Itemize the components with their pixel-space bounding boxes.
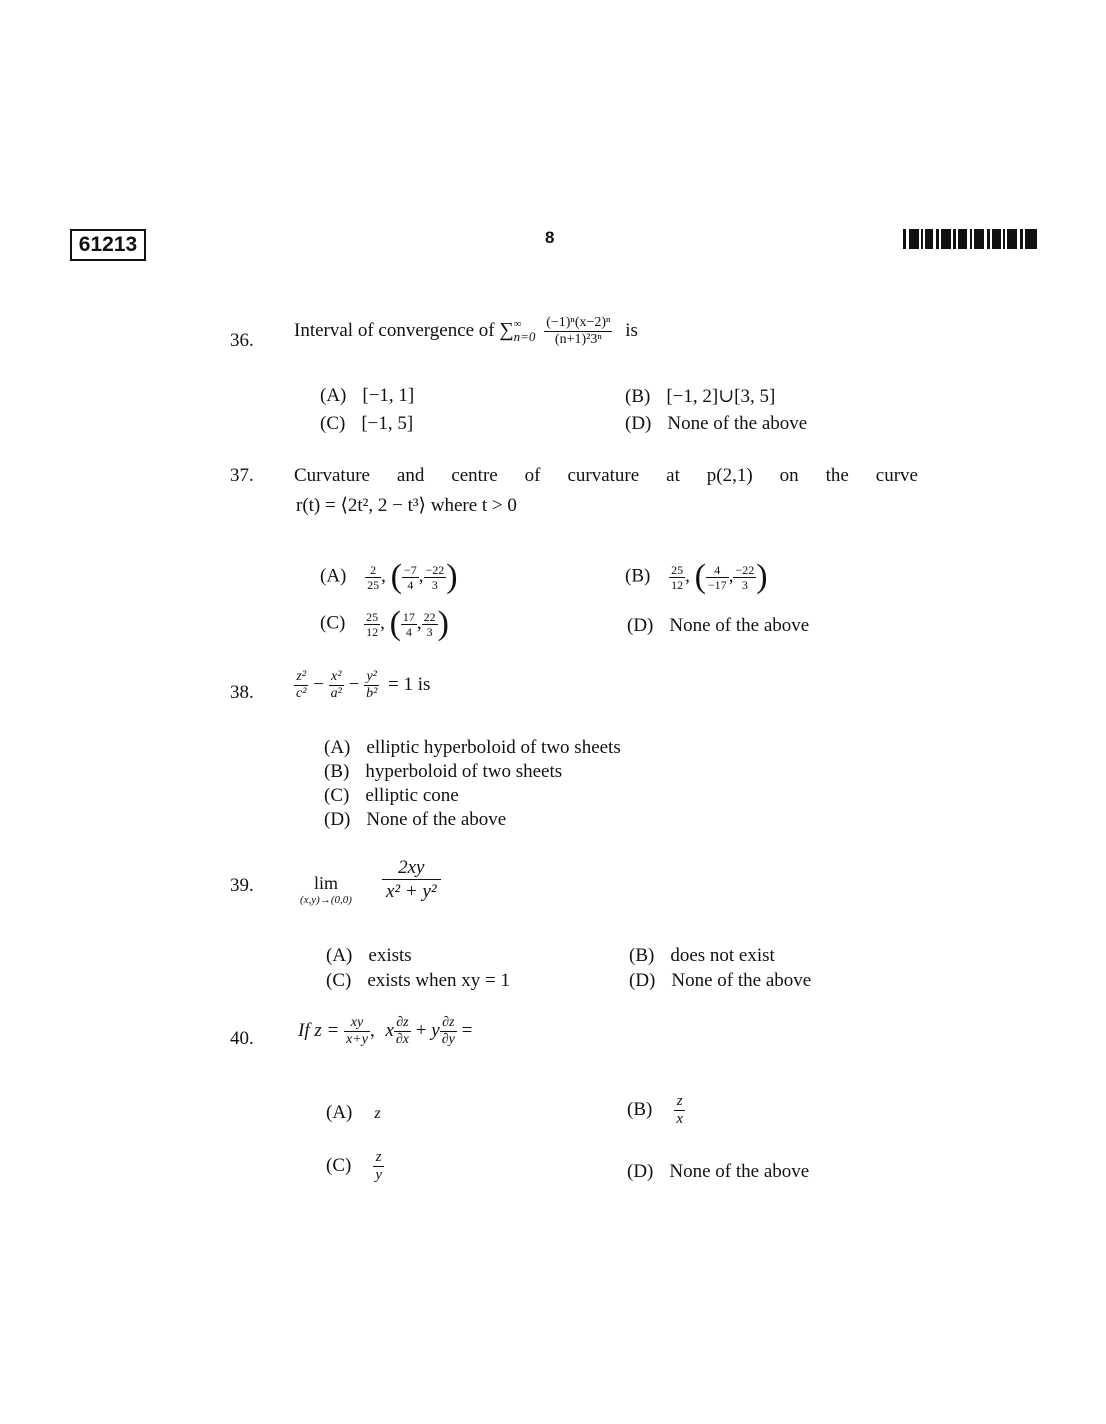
option-label: (A) <box>320 385 347 406</box>
q36-option-b <box>625 385 775 408</box>
q36-fraction-den: (n+1)²3ⁿ <box>554 332 602 347</box>
option-label: (A) <box>324 737 351 758</box>
page-number: 8 <box>545 228 555 247</box>
option-text: None of the above <box>669 1161 810 1182</box>
centre-y-fraction: $\frac{-22}{3}$ <box>735 562 755 592</box>
sum-lower: n=0 <box>513 329 536 345</box>
question-37-line-2: r(t) = ⟨2t², 2 − t³⟩ where t > 0 <box>296 495 517 516</box>
option-text: z <box>374 1105 381 1122</box>
q36-fraction-num: (−1)ⁿ(x−2)ⁿ <box>546 315 611 330</box>
q38-option-a <box>324 737 621 759</box>
lim-subscript: (x,y)→(0,0) <box>300 894 352 906</box>
q38-term-1: $\frac{\text{z²}}{\text{c²}}$ <box>296 669 307 701</box>
q36-text-after: is <box>625 319 638 341</box>
dz-dx-fraction: $\frac{\partial z}{\partial x}$ <box>395 1015 410 1047</box>
centre-x-fraction: $\frac{4}{-17}$ <box>707 562 727 592</box>
option-label: (C) <box>326 1154 352 1176</box>
paper-code: 61213 <box>70 229 146 261</box>
q36-fraction <box>544 316 612 347</box>
option-label: (A) <box>326 945 353 966</box>
q40-option-c <box>326 1150 384 1183</box>
q36-text-before: Interval of convergence of <box>294 319 495 341</box>
q40-if: If z = <box>298 1019 340 1041</box>
q40-option-d <box>627 1161 809 1183</box>
q36-option-c <box>320 413 413 435</box>
option-text: elliptic hyperboloid of two sheets <box>366 737 621 758</box>
option-label: (C) <box>320 413 346 434</box>
question-39-number: 39. <box>230 875 254 896</box>
centre-y-fraction: $\frac{-22}{3}$ <box>425 562 445 592</box>
curvature-fraction: $\frac{2}{25}$ <box>367 562 380 592</box>
q36-sum <box>499 319 535 344</box>
option-label: (D) <box>625 413 652 434</box>
option-label: (C) <box>324 785 350 806</box>
option-label: (A) <box>320 565 347 587</box>
option-label: (C) <box>326 970 352 991</box>
question-38-number: 38. <box>230 682 254 703</box>
q40-option-a <box>326 1102 381 1124</box>
q38-tail: = 1 is <box>388 673 431 695</box>
option-label: (B) <box>627 1098 653 1120</box>
lim-word: lim <box>313 873 338 893</box>
option-label: (D) <box>627 1161 654 1182</box>
curvature-fraction: $\frac{25}{12}$ <box>366 609 379 639</box>
q37-option-b: (B) $\frac{25}{12}$ , ( $\frac{4}{-17}$ , $\frac{-22}{3}$ ) <box>625 558 768 595</box>
option-label: (A) <box>326 1102 353 1123</box>
option-text: [−1, 5] <box>361 413 414 434</box>
q40-option-b <box>627 1094 685 1127</box>
sum-upper: ∞ <box>513 317 522 330</box>
option-text: does not exist <box>670 945 775 966</box>
curvature-fraction: $\frac{25}{12}$ <box>671 562 684 592</box>
question-40-equation: If z = $\frac{xy}{x+y}$ , x $\frac{\partial z}{\partial x}$ + y $\frac{\partial z}{\partial y}$ = <box>298 1015 473 1047</box>
option-text: exists <box>368 945 412 966</box>
barcode-image <box>903 229 1037 249</box>
option-text: None of the above <box>671 970 812 991</box>
q36-option-a <box>320 385 414 407</box>
q37-option-c: (C) $\frac{25}{12}$ , ( $\frac{17}{4}$ , $\frac{22}{3}$ ) <box>320 605 449 642</box>
option-text: None of the above <box>669 615 810 636</box>
option-text: None of the above <box>366 809 507 830</box>
question-40-number: 40. <box>230 1028 254 1049</box>
option-text: exists when xy = 1 <box>367 970 510 991</box>
q37-option-a: (A) $\frac{2}{25}$ , ( $\frac{-7}{4}$ , $\frac{-22}{3}$ ) <box>320 558 458 595</box>
question-36-number: 36. <box>230 330 254 351</box>
centre-x-fraction: $\frac{17}{4}$ <box>402 609 415 639</box>
option-label: (D) <box>627 615 654 636</box>
q38-option-c <box>324 785 459 807</box>
q37-option-d <box>627 615 809 637</box>
question-38-equation: $\frac{\text{z²}}{\text{c²}}$ − $\frac{\text{x²}}{\text{a²}}$ − $\frac{\text{y²}}{\text{b²}}$ = 1 is <box>296 669 431 701</box>
q39-option-d <box>629 970 811 992</box>
q38-term-3: $\frac{\text{y²}}{\text{b²}}$ <box>366 669 378 701</box>
question-37-number: 37. <box>230 465 254 486</box>
q40-z-fraction: $\frac{xy}{x+y}$ <box>346 1015 368 1047</box>
q38-term-2: $\frac{\text{x²}}{\text{a²}}$ <box>330 669 342 701</box>
q39-option-c <box>326 970 510 992</box>
question-37-line-1: Curvature and centre of curvature at p(2,1) on the curve <box>294 465 918 486</box>
option-text: None of the above <box>667 413 808 434</box>
q39-option-a <box>326 945 412 967</box>
q39-option-b <box>629 945 775 967</box>
option-label: (B) <box>629 945 655 966</box>
option-fraction: $\frac{z}{y}$ <box>375 1149 382 1183</box>
option-label: (B) <box>625 386 651 407</box>
q39-limit <box>300 874 352 906</box>
q38-option-d <box>324 809 506 831</box>
option-label: (C) <box>320 612 346 634</box>
option-text: [−1, 2]∪[3, 5] <box>666 386 776 407</box>
option-text: elliptic cone <box>365 785 459 806</box>
dz-dy-fraction: $\frac{\partial z}{\partial y}$ <box>441 1015 455 1047</box>
q36-option-d <box>625 413 807 435</box>
option-label: (D) <box>629 970 656 991</box>
q38-option-b <box>324 761 562 783</box>
option-text: hyperboloid of two sheets <box>365 761 563 782</box>
centre-x-fraction: $\frac{-7}{4}$ <box>403 562 417 592</box>
option-label: (B) <box>324 761 350 782</box>
option-fraction: $\frac{z}{x}$ <box>676 1093 683 1127</box>
centre-y-fraction: $\frac{22}{3}$ <box>423 609 436 639</box>
option-label: (B) <box>625 565 651 587</box>
sum-symbol: ∑ <box>499 318 514 341</box>
question-36-text <box>294 316 638 347</box>
option-text: [−1, 1] <box>362 385 415 406</box>
q39-fraction: $\frac{2xy}{\text{x² + y²}}$ <box>382 858 441 901</box>
option-label: (D) <box>324 809 351 830</box>
